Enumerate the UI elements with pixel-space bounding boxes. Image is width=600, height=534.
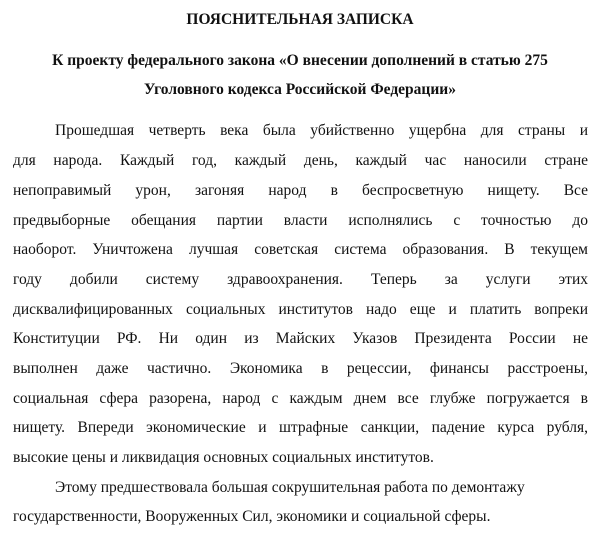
document-subtitle-line-2: Уголовного кодекса Российской Федерации» — [144, 81, 456, 98]
paragraph-2-line: Этому предшествовала большая сокрушительная работа по демонтажу — [55, 479, 525, 496]
paragraph-1-line: высокие цены и ликвидация основных социальных институтов. — [13, 449, 434, 466]
paragraph-1-line: для народа. Каждый год, каждый день, каждый час наносили стране — [13, 152, 588, 169]
paragraph-1-line: предвыборные обещания партии власти исполнялись с точностью до — [13, 212, 588, 229]
paragraph-1-line: выполнен даже частично. Экономика в рецессии, финансы расстроены, — [13, 360, 588, 377]
paragraph-1-line: дисквалифицированных социальных институтов надо еще и платить вопреки — [13, 301, 588, 318]
paragraph-1-line: Конституции РФ. Ни один из Майских Указов Президента России не — [13, 330, 588, 347]
paragraph-1-line: нищету. Впереди экономические и штрафные санкции, падение курса рубля, — [13, 419, 588, 436]
paragraph-1-line: наоборот. Уничтожена лучшая советская система образования. В текущем — [13, 241, 588, 258]
document-subtitle-line-1: К проекту федерального закона «О внесении дополнений в статью 275 — [52, 52, 548, 69]
document-title: ПОЯСНИТЕЛЬНАЯ ЗАПИСКА — [186, 11, 414, 28]
paragraph-1-line: Прошедшая четверть века была убийственно ущербна для страны и — [55, 122, 588, 139]
paragraph-1-line: непоправимый урон, загоняя народ в беспросветную нищету. Все — [13, 182, 588, 199]
paragraph-2-line: государственности, Вооруженных Сил, экономики и социальной сферы. — [13, 508, 491, 525]
paragraph-1-line: году добили систему здравоохранения. Теперь за услуги этих — [13, 271, 588, 288]
paragraph-1-line: социальная сфера разорена, народ с каждым днем все глубже погружается в — [13, 390, 588, 407]
